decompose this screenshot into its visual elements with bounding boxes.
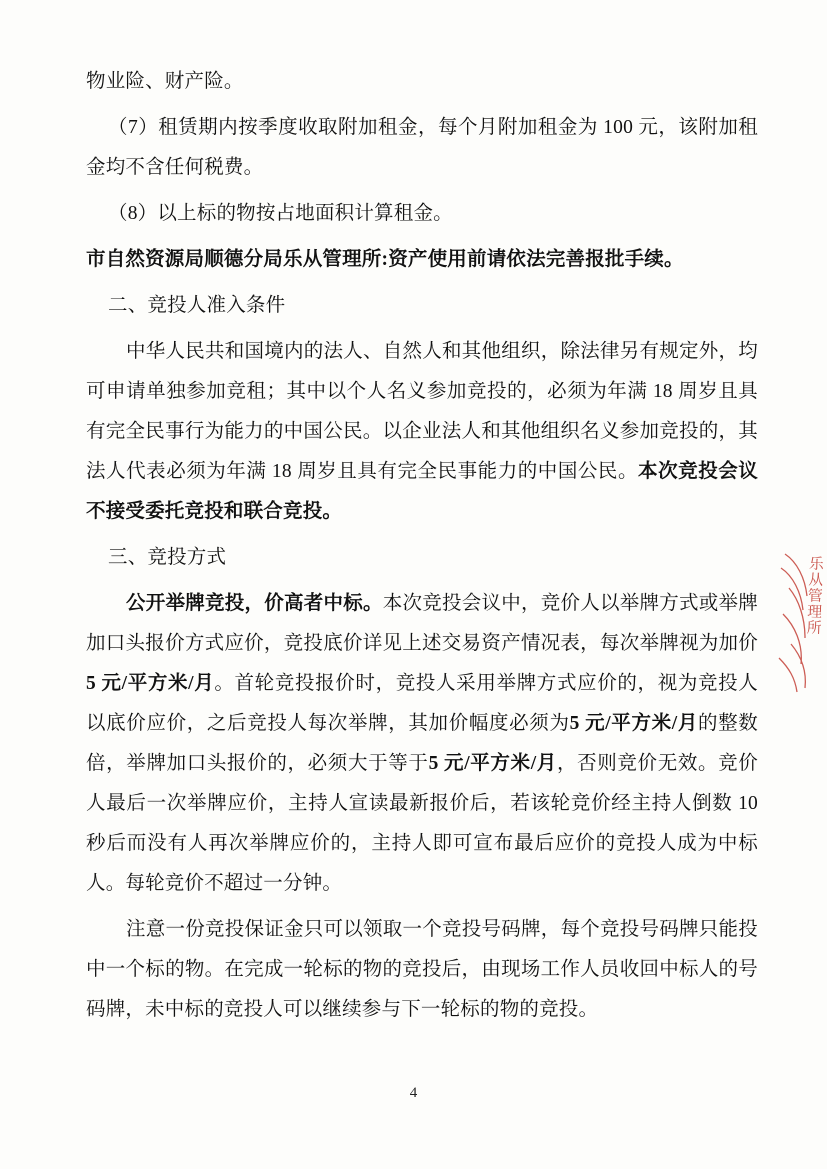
bidding-method-text-g: ，否则竞价无效。竞价人最后一次举牌应价，主持人宣读最新报价后，若该轮竞价经主持人倒数 10 秒后而没有人再次举牌应价的，主持人即可宣布最后应价的竞投人成为中标人。每轮竞价不超过一分钟。 xyxy=(86,753,758,894)
increment-value-3: 5 元/平方米/月 xyxy=(428,753,557,774)
bidding-method-text-a: 本次竞投会议中，竞价人以举牌方式或举牌加口头报价方式应价，竞投底价详见上述交易资产情况表，每次举牌视为加价 xyxy=(86,593,758,654)
section-two-body xyxy=(86,332,758,532)
section-two-body-emphasis: 本次竞投会议不接受委托竞投和联合竞投。 xyxy=(86,461,758,522)
bidding-method-text-c: 。首轮竞投报价时，竞投人采用举牌方式应价的，视为竞投人以底价应价，之后竞投人每次举牌，其加价幅度必须为 xyxy=(86,673,758,734)
notice-office: 市自然资源局顺德分局乐从管理所 xyxy=(86,249,382,270)
section-three-paragraph-2: 注意一份竞投保证金只可以领取一个竞投号码牌，每个竞投号码牌只能投中一个标的物。在完成一轮标的物的竞投后，由现场工作人员收回中标人的号码牌，未中标的竞投人可以继续参与下一轮标的物的竞投。 xyxy=(86,919,758,1020)
section-two-body-text: 中华人民共和国境内的法人、自然人和其他组织，除法律另有规定外，均可申请单独参加竞租；其中以个人名义参加竞投的，必须为年满 18 周岁且具有完全民事行为能力的中国公民。以企业法人和其他组织名义参加竞投的，其法人代表必须为年满 18 周岁且具有完全民事能力的中国公民。 xyxy=(86,341,758,482)
page-number: 4 xyxy=(409,1085,418,1101)
document-body xyxy=(86,62,758,1036)
paragraph-item-8: （8）以上标的物按占地面积计算租金。 xyxy=(108,203,453,224)
paragraph-item-7: （7）租赁期内按季度收取附加租金，每个月附加租金为 100 元，该附加租金均不含任何税费。 xyxy=(86,117,758,178)
increment-value-1: 5 元/平方米/月 xyxy=(86,673,215,694)
section-two-heading: 二、竞投人准入条件 xyxy=(108,295,286,316)
increment-value-2: 5 元/平方米/月 xyxy=(569,713,698,734)
notice-line xyxy=(86,240,758,280)
paragraph-insurance: 物业险、财产险。 xyxy=(86,71,244,92)
section-three-paragraph-1 xyxy=(86,584,758,904)
notice-text: :资产使用前请依法完善报批手续。 xyxy=(381,249,684,270)
section-three-heading: 三、竞投方式 xyxy=(108,547,227,568)
red-stamp-text: 乐从管理所 xyxy=(804,555,824,636)
bidding-method-lead: 公开举牌竞投，价高者中标。 xyxy=(126,593,383,614)
bidding-method-text-e: 的整数倍，举牌加口头报价的，必须大于等于 xyxy=(86,713,758,774)
